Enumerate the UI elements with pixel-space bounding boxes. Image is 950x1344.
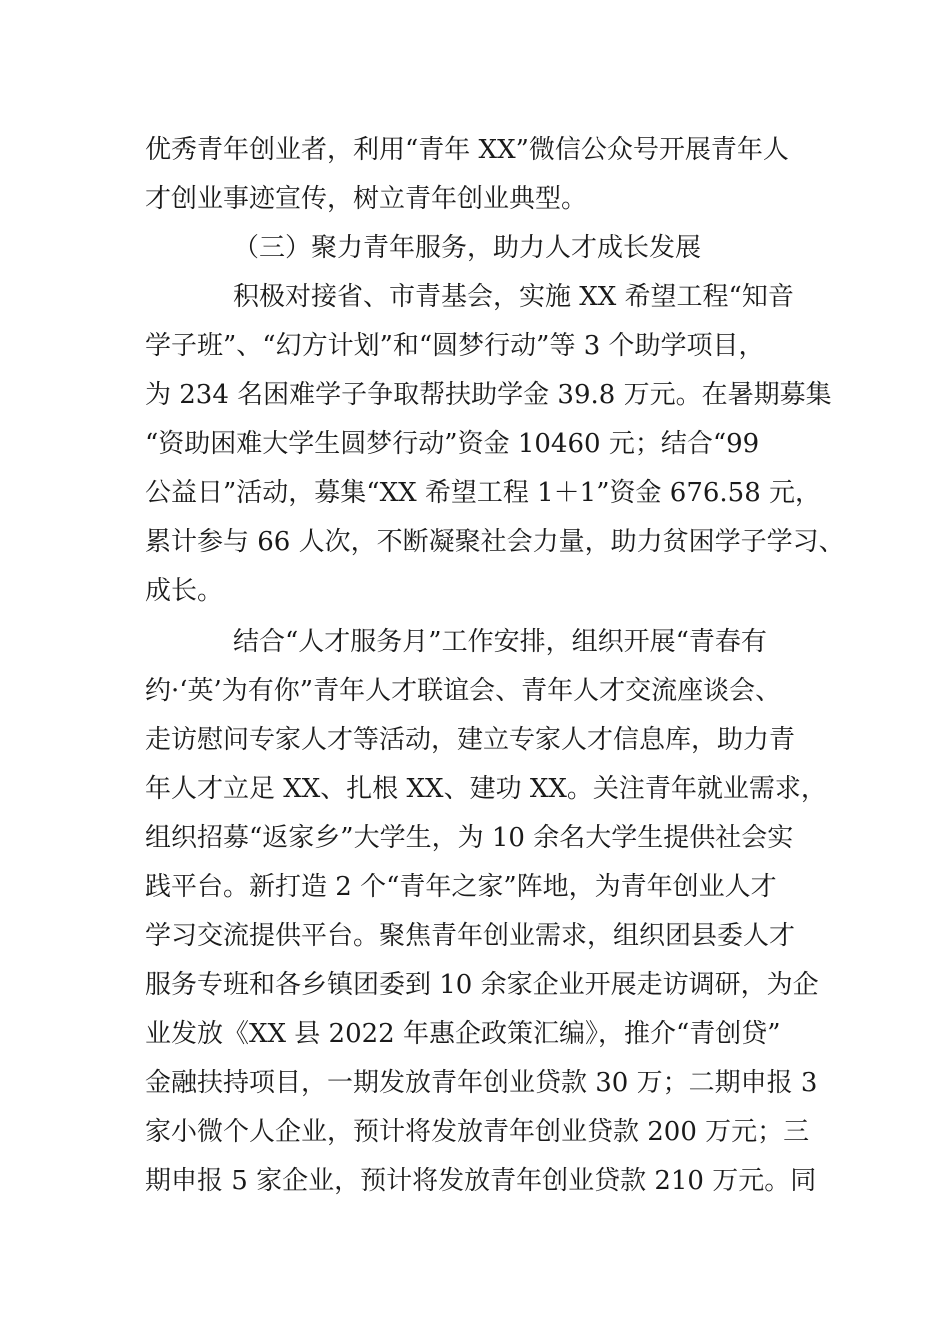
text-line: 结合“人才服务月”工作安排，组织开展“青春有 (233, 627, 767, 657)
text-line: 期申报 5 家企业，预计将发放青年创业贷款 210 万元。同 (145, 1166, 817, 1196)
text-line: 业发放《XX 县 2022 年惠企政策汇编》，推介“青创贷” (145, 1019, 781, 1049)
text-line: “资助困难大学生圆梦行动”资金 10460 元；结合“99 (145, 429, 760, 459)
text-line: 约·‘英’为有你”青年人才联谊会、青年人才交流座谈会、 (145, 676, 782, 706)
text-line: 组织招募“返家乡”大学生，为 10 余名大学生提供社会实 (145, 823, 794, 853)
text-line: 成长。 (145, 576, 224, 606)
text-line: 学子班”、“幻方计划”和“圆梦行动”等 3 个助学项目， (145, 331, 765, 361)
text-line: 金融扶持项目，一期发放青年创业贷款 30 万；二期申报 3 (145, 1068, 818, 1098)
text-line: 年人才立足 XX、扎根 XX、建功 XX。关注青年就业需求， (145, 774, 827, 804)
text-line: 积极对接省、市青基会，实施 XX 希望工程“知音 (233, 282, 794, 312)
text-line: 家小微个人企业，预计将发放青年创业贷款 200 万元；三 (145, 1117, 810, 1147)
text-line: 走访慰问专家人才等活动，建立专家人才信息库，助力青 (145, 725, 796, 755)
text-line: 服务专班和各乡镇团委到 10 余家企业开展走访调研，为企 (145, 970, 819, 1000)
text-line: 学习交流提供平台。聚焦青年创业需求，组织团县委人才 (145, 921, 796, 951)
text-line: 累计参与 66 人次，不断凝聚社会力量，助力贫困学子学习、 (145, 527, 845, 557)
text-line: 为 234 名困难学子争取帮扶助学金 39.8 万元。在暑期募集 (145, 380, 832, 410)
section-heading: （三）聚力青年服务，助力人才成长发展 (233, 233, 702, 263)
text-line: 公益日”活动，募集“XX 希望工程 1＋1”资金 676.58 元， (145, 478, 822, 508)
text-line: 才创业事迹宣传，树立青年创业典型。 (145, 184, 588, 214)
text-line: 践平台。新打造 2 个“青年之家”阵地，为青年创业人才 (145, 872, 777, 902)
text-line: 优秀青年创业者，利用“青年 XX”微信公众号开展青年人 (145, 135, 789, 165)
